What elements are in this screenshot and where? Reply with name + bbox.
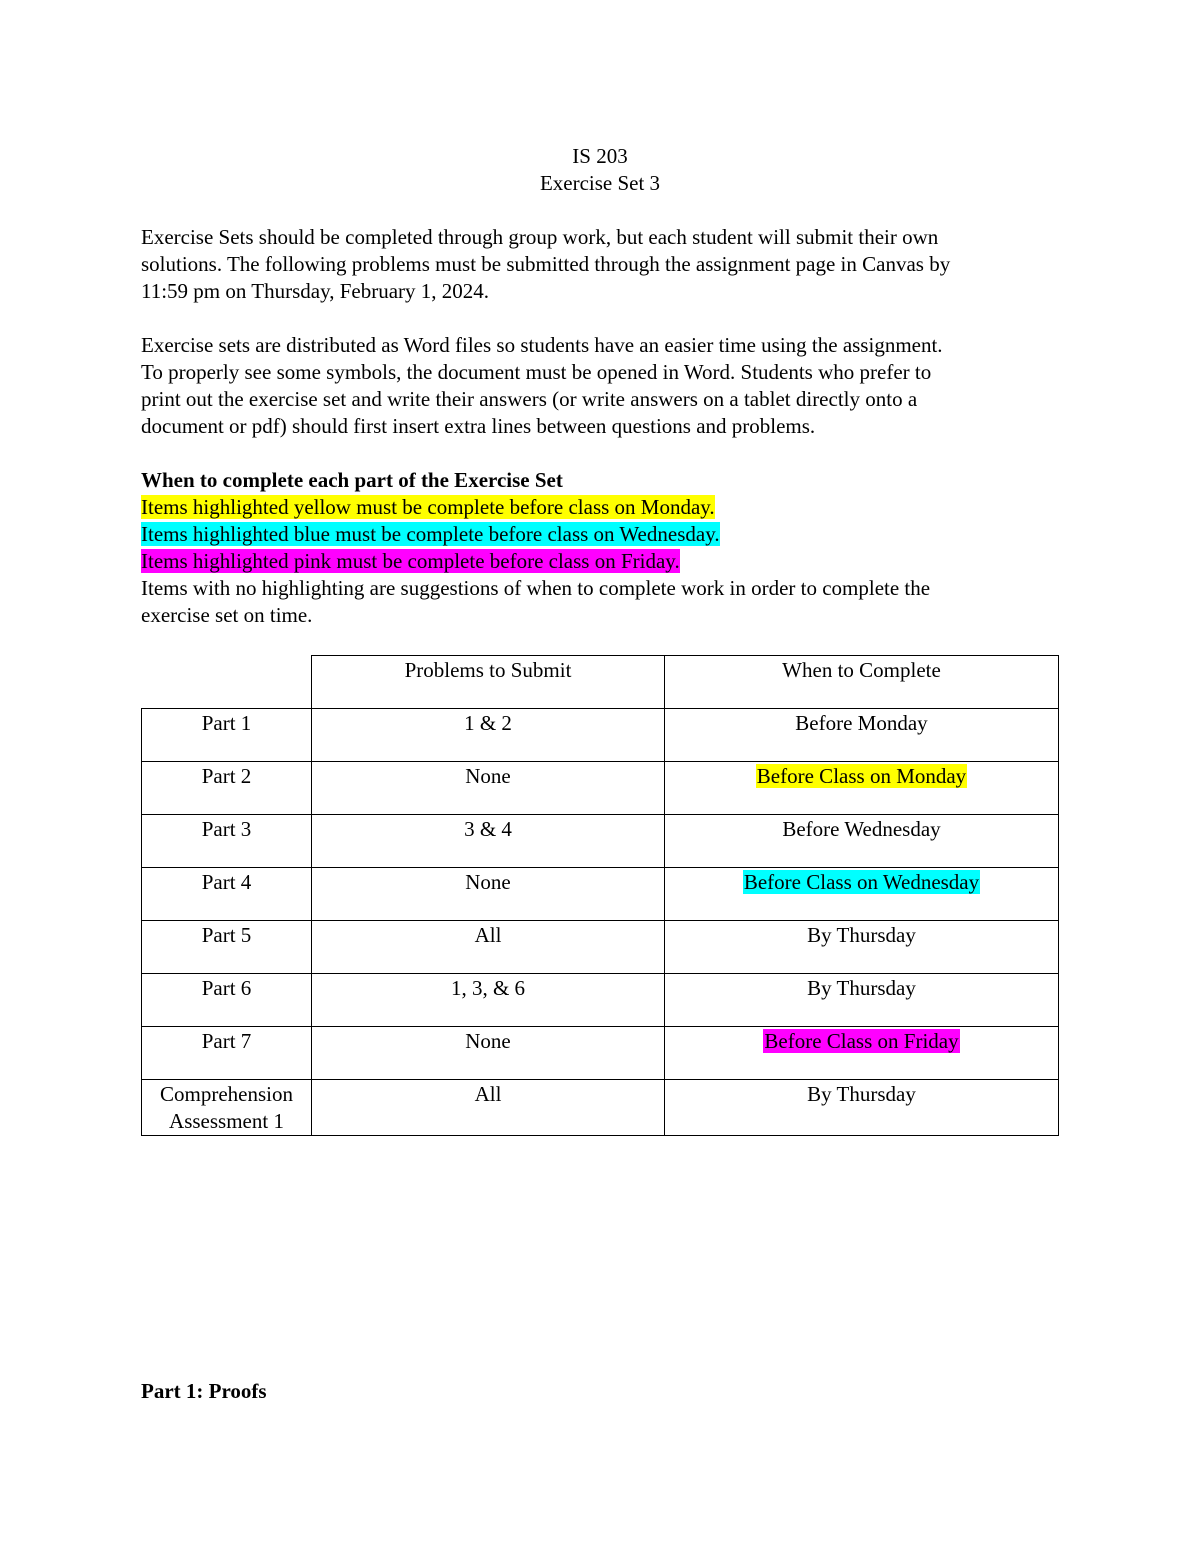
table-row <box>142 815 1059 868</box>
part-cell: Part 1 <box>142 709 312 762</box>
when-cell <box>665 868 1059 921</box>
intro-line: 11:59 pm on Thursday, February 1, 2024. <box>141 279 490 303</box>
pink-highlight: Before Class on Friday <box>764 1029 959 1053</box>
part-cell: Part 3 <box>142 815 312 868</box>
part-cell: Part 2 <box>142 762 312 815</box>
table-row <box>142 868 1059 921</box>
part-cell <box>142 1080 312 1136</box>
yellow-highlight: Before Class on Monday <box>756 764 967 788</box>
schedule-table <box>141 655 1059 1136</box>
problems-cell: 1 & 2 <box>312 709 665 762</box>
when-cell: By Thursday <box>665 1080 1059 1136</box>
table-row <box>142 709 1059 762</box>
section-heading: Part 1: Proofs <box>141 1379 267 1403</box>
when-cell <box>665 762 1059 815</box>
part-cell: Part 6 <box>142 974 312 1027</box>
part-cell: Part 5 <box>142 921 312 974</box>
intro-line: solutions. The following problems must be submitted through the assignment page in Canvas by <box>141 252 951 276</box>
document-header <box>0 143 1200 197</box>
table-header-cell: Problems to Submit <box>312 656 665 709</box>
distribution-line: Exercise sets are distributed as Word files so students have an easier time using the assignment. <box>141 333 943 357</box>
blue-highlight: Before Class on Wednesday <box>743 870 980 894</box>
table-row <box>142 1080 1059 1136</box>
when-cell <box>665 1027 1059 1080</box>
no-highlight-note: exercise set on time. <box>141 603 313 627</box>
distribution-paragraph <box>141 332 1061 440</box>
intro-paragraph <box>141 224 1061 305</box>
part-cell-line: Comprehension <box>160 1082 293 1106</box>
part-cell: Part 7 <box>142 1027 312 1080</box>
table-header-cell: When to Complete <box>665 656 1059 709</box>
problems-cell: All <box>312 1080 665 1136</box>
table-row <box>142 1027 1059 1080</box>
blue-highlight-note: Items highlighted blue must be complete before class on Wednesday. <box>141 522 720 546</box>
problems-cell: 1, 3, & 6 <box>312 974 665 1027</box>
table-row <box>142 762 1059 815</box>
when-cell: By Thursday <box>665 974 1059 1027</box>
distribution-line: document or pdf) should first insert extra lines between questions and problems. <box>141 414 816 438</box>
intro-line: Exercise Sets should be completed through group work, but each student will submit their own <box>141 225 939 249</box>
yellow-highlight-note: Items highlighted yellow must be complete before class on Monday. <box>141 495 715 519</box>
problems-cell: 3 & 4 <box>312 815 665 868</box>
problems-cell: None <box>312 1027 665 1080</box>
part-cell: Part 4 <box>142 868 312 921</box>
table-header-cell <box>142 656 312 709</box>
when-cell: By Thursday <box>665 921 1059 974</box>
table-header-row <box>142 656 1059 709</box>
schedule-legend <box>141 467 1061 629</box>
part-cell-line: Assessment 1 <box>169 1109 284 1133</box>
table-row <box>142 921 1059 974</box>
document-title: Exercise Set 3 <box>539 171 661 195</box>
schedule-heading: When to complete each part of the Exercise Set <box>141 468 563 492</box>
problems-cell: None <box>312 868 665 921</box>
when-cell: Before Wednesday <box>665 815 1059 868</box>
no-highlight-note: Items with no highlighting are suggestions of when to complete work in order to complete the <box>141 576 931 600</box>
problems-cell: None <box>312 762 665 815</box>
distribution-line: To properly see some symbols, the document must be opened in Word. Students who prefer to <box>141 360 932 384</box>
course-code: IS 203 <box>572 144 628 168</box>
distribution-line: print out the exercise set and write their answers (or write answers on a tablet directly onto a <box>141 387 918 411</box>
problems-cell: All <box>312 921 665 974</box>
pink-highlight-note: Items highlighted pink must be complete before class on Friday. <box>141 549 680 573</box>
when-cell: Before Monday <box>665 709 1059 762</box>
table-row <box>142 974 1059 1027</box>
